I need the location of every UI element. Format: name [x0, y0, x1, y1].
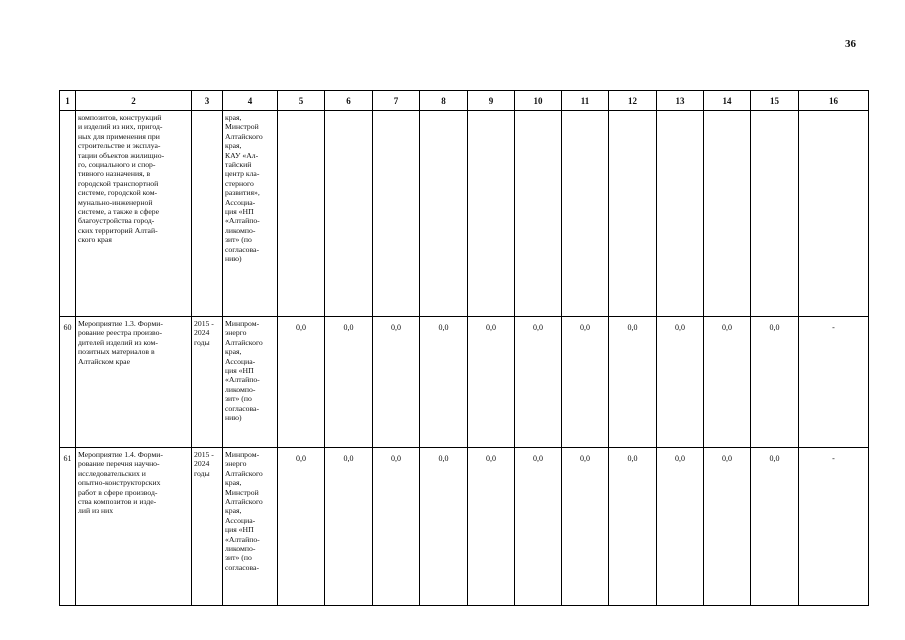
value-cell	[657, 111, 704, 317]
value-cell	[609, 111, 657, 317]
value-cell	[278, 317, 325, 448]
value: 0,0	[533, 454, 543, 463]
row-number: 60	[63, 323, 72, 332]
value: 0,0	[438, 454, 449, 463]
value	[751, 111, 798, 117]
page-number: 36	[845, 38, 856, 50]
header-cell: 7	[373, 91, 420, 111]
value: 0,0	[769, 454, 780, 463]
value	[373, 111, 419, 117]
col16-value-cell	[799, 111, 869, 317]
value-cell	[562, 111, 609, 317]
value	[325, 111, 372, 117]
header-cell: 13	[657, 91, 704, 111]
col16-value: -	[832, 454, 835, 463]
row-number-cell	[60, 448, 76, 606]
header-cell: 15	[751, 91, 799, 111]
row-number-cell	[60, 317, 76, 448]
value: 0,0	[533, 323, 543, 332]
value: 0,0	[627, 454, 638, 463]
value-cell	[373, 448, 420, 606]
period: 2015 - 2024 годы	[194, 319, 214, 347]
value-cell	[373, 317, 420, 448]
table-row	[60, 317, 869, 448]
value-cell	[562, 448, 609, 606]
value	[657, 111, 703, 117]
value	[562, 111, 608, 117]
header-cell: 2	[76, 91, 192, 111]
col16-value: -	[832, 323, 835, 332]
executor: края, Минстрой Алтайского края, КАУ «Ал- тайский центр кла- стерного развития», Ассоциа- ция «НП «Алтайпо- ликомпо- зит» (по согласова- нию)	[225, 113, 263, 264]
value-cell	[657, 317, 704, 448]
value: 0,0	[722, 323, 732, 332]
value-cell	[751, 448, 799, 606]
value-cell	[704, 111, 751, 317]
header-cell: 3	[192, 91, 223, 111]
value: 0,0	[296, 454, 306, 463]
value-cell	[609, 317, 657, 448]
header-cell: 9	[468, 91, 515, 111]
value: 0,0	[486, 454, 496, 463]
value	[515, 111, 561, 117]
description: композитов, конструкций и изделий из них, пригод- ных для применения при строительстве и эксплуа- тации объектов жилищно- го, социального и спор- тивного назначения, в городской транспортной системе, городской ком- мунально-инженерной системе, а также в сфере благоустройства город- ских территорий Алтай- ского края	[78, 113, 165, 245]
value: 0,0	[296, 323, 306, 332]
value-cell	[704, 448, 751, 606]
period-cell	[192, 448, 223, 606]
description-cell	[76, 448, 192, 606]
value: 0,0	[486, 323, 496, 332]
value-cell	[515, 317, 562, 448]
value: 0,0	[343, 454, 354, 463]
value-cell	[515, 111, 562, 317]
header-cell: 16	[799, 91, 869, 111]
value-cell	[562, 317, 609, 448]
value: 0,0	[343, 323, 354, 332]
value-cell	[704, 317, 751, 448]
executor: Минпром- энерго Алтайского края, Минстрой Алтайского края, Ассоциа- ция «НП «Алтайпо- ликомпо- зит» (по согласова-	[225, 450, 263, 572]
header-cell: 1	[60, 91, 76, 111]
value-cell	[420, 317, 468, 448]
value-cell	[325, 448, 373, 606]
description-cell	[76, 317, 192, 448]
value-cell	[373, 111, 420, 317]
value-cell	[468, 111, 515, 317]
value: 0,0	[391, 454, 401, 463]
header-cell: 8	[420, 91, 468, 111]
period: 2015 - 2024 годы	[194, 450, 214, 478]
header-cell: 4	[223, 91, 278, 111]
col16-value	[799, 111, 868, 117]
value-cell	[325, 317, 373, 448]
value-cell	[751, 317, 799, 448]
header-cell: 11	[562, 91, 609, 111]
period	[192, 111, 222, 113]
executor-cell	[223, 317, 278, 448]
executor-cell	[223, 111, 278, 317]
header-cell: 6	[325, 91, 373, 111]
value-cell	[609, 448, 657, 606]
value: 0,0	[627, 323, 638, 332]
value-cell	[468, 448, 515, 606]
value-cell	[420, 448, 468, 606]
period-cell	[192, 111, 223, 317]
header-cell: 12	[609, 91, 657, 111]
value-cell	[420, 111, 468, 317]
row-number-cell	[60, 111, 76, 317]
value: 0,0	[580, 454, 590, 463]
value	[420, 111, 467, 117]
value	[278, 111, 324, 117]
period-cell	[192, 317, 223, 448]
description: Мероприятие 1.3. Форми- рование реестра произво- дителей изделий из ком- позитных материалов в Алтайском крае	[78, 319, 163, 366]
description-cell	[76, 111, 192, 317]
value	[704, 111, 750, 117]
value-cell	[515, 448, 562, 606]
value-cell	[278, 111, 325, 317]
header-cell: 5	[278, 91, 325, 111]
row-number: 61	[63, 454, 72, 463]
col16-value-cell	[799, 448, 869, 606]
value: 0,0	[675, 323, 685, 332]
description: Мероприятие 1.4. Форми- рование перечня научно- исследовательских и опытно-конструкторских работ в сфере производ- ства композитов и изде- лий из них	[78, 450, 163, 516]
value-cell	[278, 448, 325, 606]
value: 0,0	[438, 323, 449, 332]
row-number	[60, 111, 75, 117]
col16-value-cell	[799, 317, 869, 448]
header-row	[60, 91, 869, 111]
value	[609, 111, 656, 117]
value-cell	[751, 111, 799, 317]
value-cell	[657, 448, 704, 606]
value-cell	[325, 111, 373, 317]
executor: Минпром- энерго Алтайского края, Ассоциа- ция «НП «Алтайпо- ликомпо- зит» (по согласова- нию)	[225, 319, 263, 423]
value: 0,0	[391, 323, 401, 332]
value: 0,0	[769, 323, 780, 332]
program-table	[59, 90, 869, 606]
value: 0,0	[722, 454, 732, 463]
header-cell: 14	[704, 91, 751, 111]
header-cell: 10	[515, 91, 562, 111]
value-cell	[468, 317, 515, 448]
value	[468, 111, 514, 117]
executor-cell	[223, 448, 278, 606]
table-row	[60, 111, 869, 317]
value: 0,0	[675, 454, 685, 463]
table-row	[60, 448, 869, 606]
value: 0,0	[580, 323, 590, 332]
